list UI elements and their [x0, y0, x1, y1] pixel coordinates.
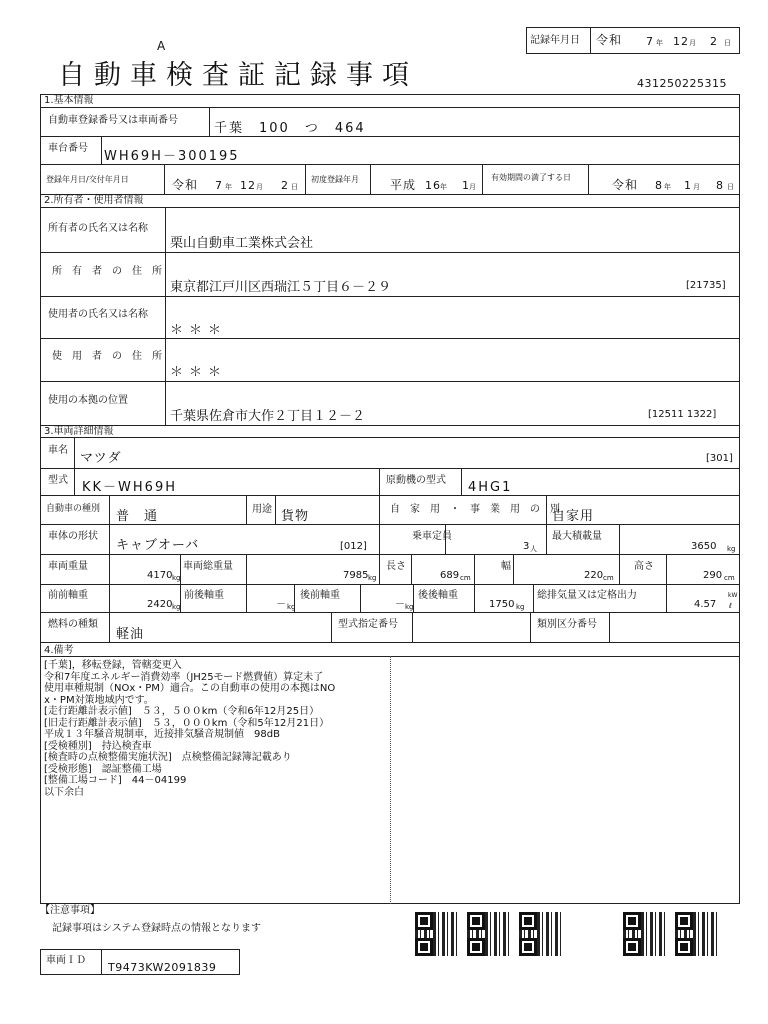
record-date-year: 7 [646, 35, 654, 48]
remarks-line: [受検種別] 持込検査車 [44, 740, 152, 752]
owner-address-label: 所 有 者 の 住 所 [52, 266, 162, 277]
rf-axle-label: 後前軸重 [300, 590, 340, 601]
remarks-line: [旧走行距離計表示値] ５３，０００km（令和5年12月21日） [44, 717, 330, 729]
use-label: 用途 [252, 504, 272, 515]
section-vehicle-title: 3.車両詳細情報 [44, 426, 114, 437]
rr-axle-label: 後後軸重 [418, 590, 458, 601]
vehicle-id-label: 車両ＩＤ [46, 955, 86, 966]
qr-code-2 [467, 912, 511, 956]
qr-code-4 [623, 912, 667, 956]
section-owner-title: 2.所有者・使用者情報 [44, 195, 144, 206]
base-location: 千葉県佐倉市大作２丁目１２－２ [170, 409, 366, 424]
displacement: 4.57 [694, 599, 717, 610]
type-number-label: 型式指定番号 [338, 619, 398, 630]
notes-title: 【注意事項】 [40, 905, 100, 916]
gross-weight: 7985 [343, 570, 369, 581]
width: 220 [584, 570, 604, 581]
length-label: 長さ [386, 561, 406, 572]
remarks-line: x・PM対策地域内です。 [44, 694, 154, 706]
remarks-line: 以下余白 [44, 786, 84, 798]
ff-axle-label: 前前軸重 [48, 590, 88, 601]
chassis-number: WH69H－300195 [104, 149, 240, 164]
use: 貨物 [281, 509, 310, 524]
gross-weight-label: 車両総重量 [183, 561, 233, 572]
expiry-label: 有効期間の満了する日 [491, 173, 571, 182]
version-marker: A [157, 39, 166, 53]
owner-name-label: 所有者の氏名又は名称 [48, 223, 148, 234]
kind: 普 通 [116, 509, 159, 524]
record-date-era: 令和 [596, 33, 623, 47]
record-date-label: 記録年月日 [530, 35, 580, 46]
first-reg-label: 初度登録年月 [311, 175, 359, 184]
shape: キャブオーバ [116, 538, 200, 553]
page-title: 自動車検査証記録事項 [58, 60, 418, 91]
kind-label: 自動車の種別 [46, 504, 101, 514]
max-load: 3650 [691, 541, 717, 552]
reg-number-label: 自動車登録番号又は車両番号 [48, 115, 178, 126]
ff-axle: 2420 [147, 599, 173, 610]
section-basic-title: 1.基本情報 [44, 95, 94, 106]
capacity: 3 [523, 541, 530, 552]
engine-label: 原動機の型式 [386, 475, 446, 486]
section-remarks-title: 4.備考 [44, 645, 74, 656]
remarks-line: 令和7年度エネルギー消費効率（JH25モード燃費値）算定未了 [44, 671, 324, 683]
length: 689 [440, 570, 460, 581]
private-label: 自 家 用 ・ 事 業 用 の 別 [390, 504, 560, 515]
vehicle-id: T9473KW2091839 [108, 961, 217, 974]
first-reg-era: 平成 [390, 178, 417, 192]
class-number-label: 類別区分番号 [537, 619, 597, 630]
capacity-label: 乗車定員 [412, 531, 452, 542]
remarks-line: [受検形態] 認証整備工場 [44, 763, 162, 775]
fuel: 軽油 [116, 627, 145, 642]
chassis-label: 車台番号 [48, 143, 88, 154]
record-date-month: 12 [673, 35, 689, 48]
reg-date-era: 令和 [172, 178, 199, 192]
weight: 4170 [147, 570, 173, 581]
qr-code-3 [519, 912, 563, 956]
owner-address-code: [21735] [686, 280, 726, 291]
width-label: 幅 [501, 561, 511, 572]
expiry-era: 令和 [612, 178, 639, 192]
fr-axle-label: 前後軸重 [184, 590, 224, 601]
shape-code: [012] [340, 541, 367, 552]
height: 290 [703, 570, 723, 581]
vehicle-name-code: [301] [706, 453, 733, 464]
record-date-day: 2 [710, 35, 718, 48]
qr-code-5 [675, 912, 719, 956]
private: 自家用 [552, 509, 595, 524]
owner-address: 東京都江戸川区西瑞江５丁目６－２９ [170, 280, 392, 295]
user-name-label: 使用者の氏名又は名称 [48, 309, 148, 320]
model: KK－WH69H [82, 480, 177, 495]
fuel-label: 燃料の種類 [48, 619, 98, 630]
displacement-label: 総排気量又は定格出力 [537, 590, 637, 601]
remarks-line: [整備工場コード] 44－04199 [44, 775, 187, 786]
remarks-line: [走行距離計表示値] ５３，５００km（令和6年12月25日） [44, 706, 320, 717]
document-number: 431250225315 [637, 77, 727, 90]
remarks-line: 平成１３年騒音規制車，近接排気騒音規制値 98dB [44, 729, 280, 740]
reg-date-label: 登録年月日/交付年月日 [46, 175, 129, 184]
weight-label: 車両重量 [48, 561, 88, 572]
base-location-label: 使用の本拠の位置 [48, 395, 128, 406]
base-location-code: [12511 1322] [648, 409, 717, 420]
reg-number: 千葉 100 つ 464 [214, 121, 366, 136]
vehicle-name-label: 車名 [48, 445, 68, 456]
qr-code-1 [415, 912, 459, 956]
max-load-label: 最大積載量 [552, 531, 602, 542]
fr-axle: － [276, 599, 286, 610]
user-name: ＊＊＊ [170, 323, 228, 338]
engine-model: 4HG1 [468, 480, 513, 495]
height-label: 高さ [634, 561, 654, 572]
vehicle-name: マツダ [80, 451, 122, 466]
user-address-label: 使 用 者 の 住 所 [52, 351, 162, 362]
notes-text: 記録事項はシステム登録時点の情報となります [52, 923, 261, 934]
rr-axle: 1750 [489, 599, 515, 610]
remarks-line: 使用車種規制（NOx・PM）適合。この自動車の使用の本拠はNO [44, 683, 336, 694]
owner-name: 栗山自動車工業株式会社 [170, 236, 314, 251]
model-label: 型式 [48, 475, 68, 486]
rf-axle: － [395, 599, 405, 610]
remarks-text [44, 660, 335, 798]
remarks-line: [検査時の点検整備実施状況] 点検整備記録簿記載あり [44, 752, 292, 763]
remarks-line: [千葉]，移転登録，管轄変更入 [44, 660, 182, 671]
user-address: ＊＊＊ [170, 365, 228, 380]
shape-label: 車体の形状 [48, 531, 98, 542]
